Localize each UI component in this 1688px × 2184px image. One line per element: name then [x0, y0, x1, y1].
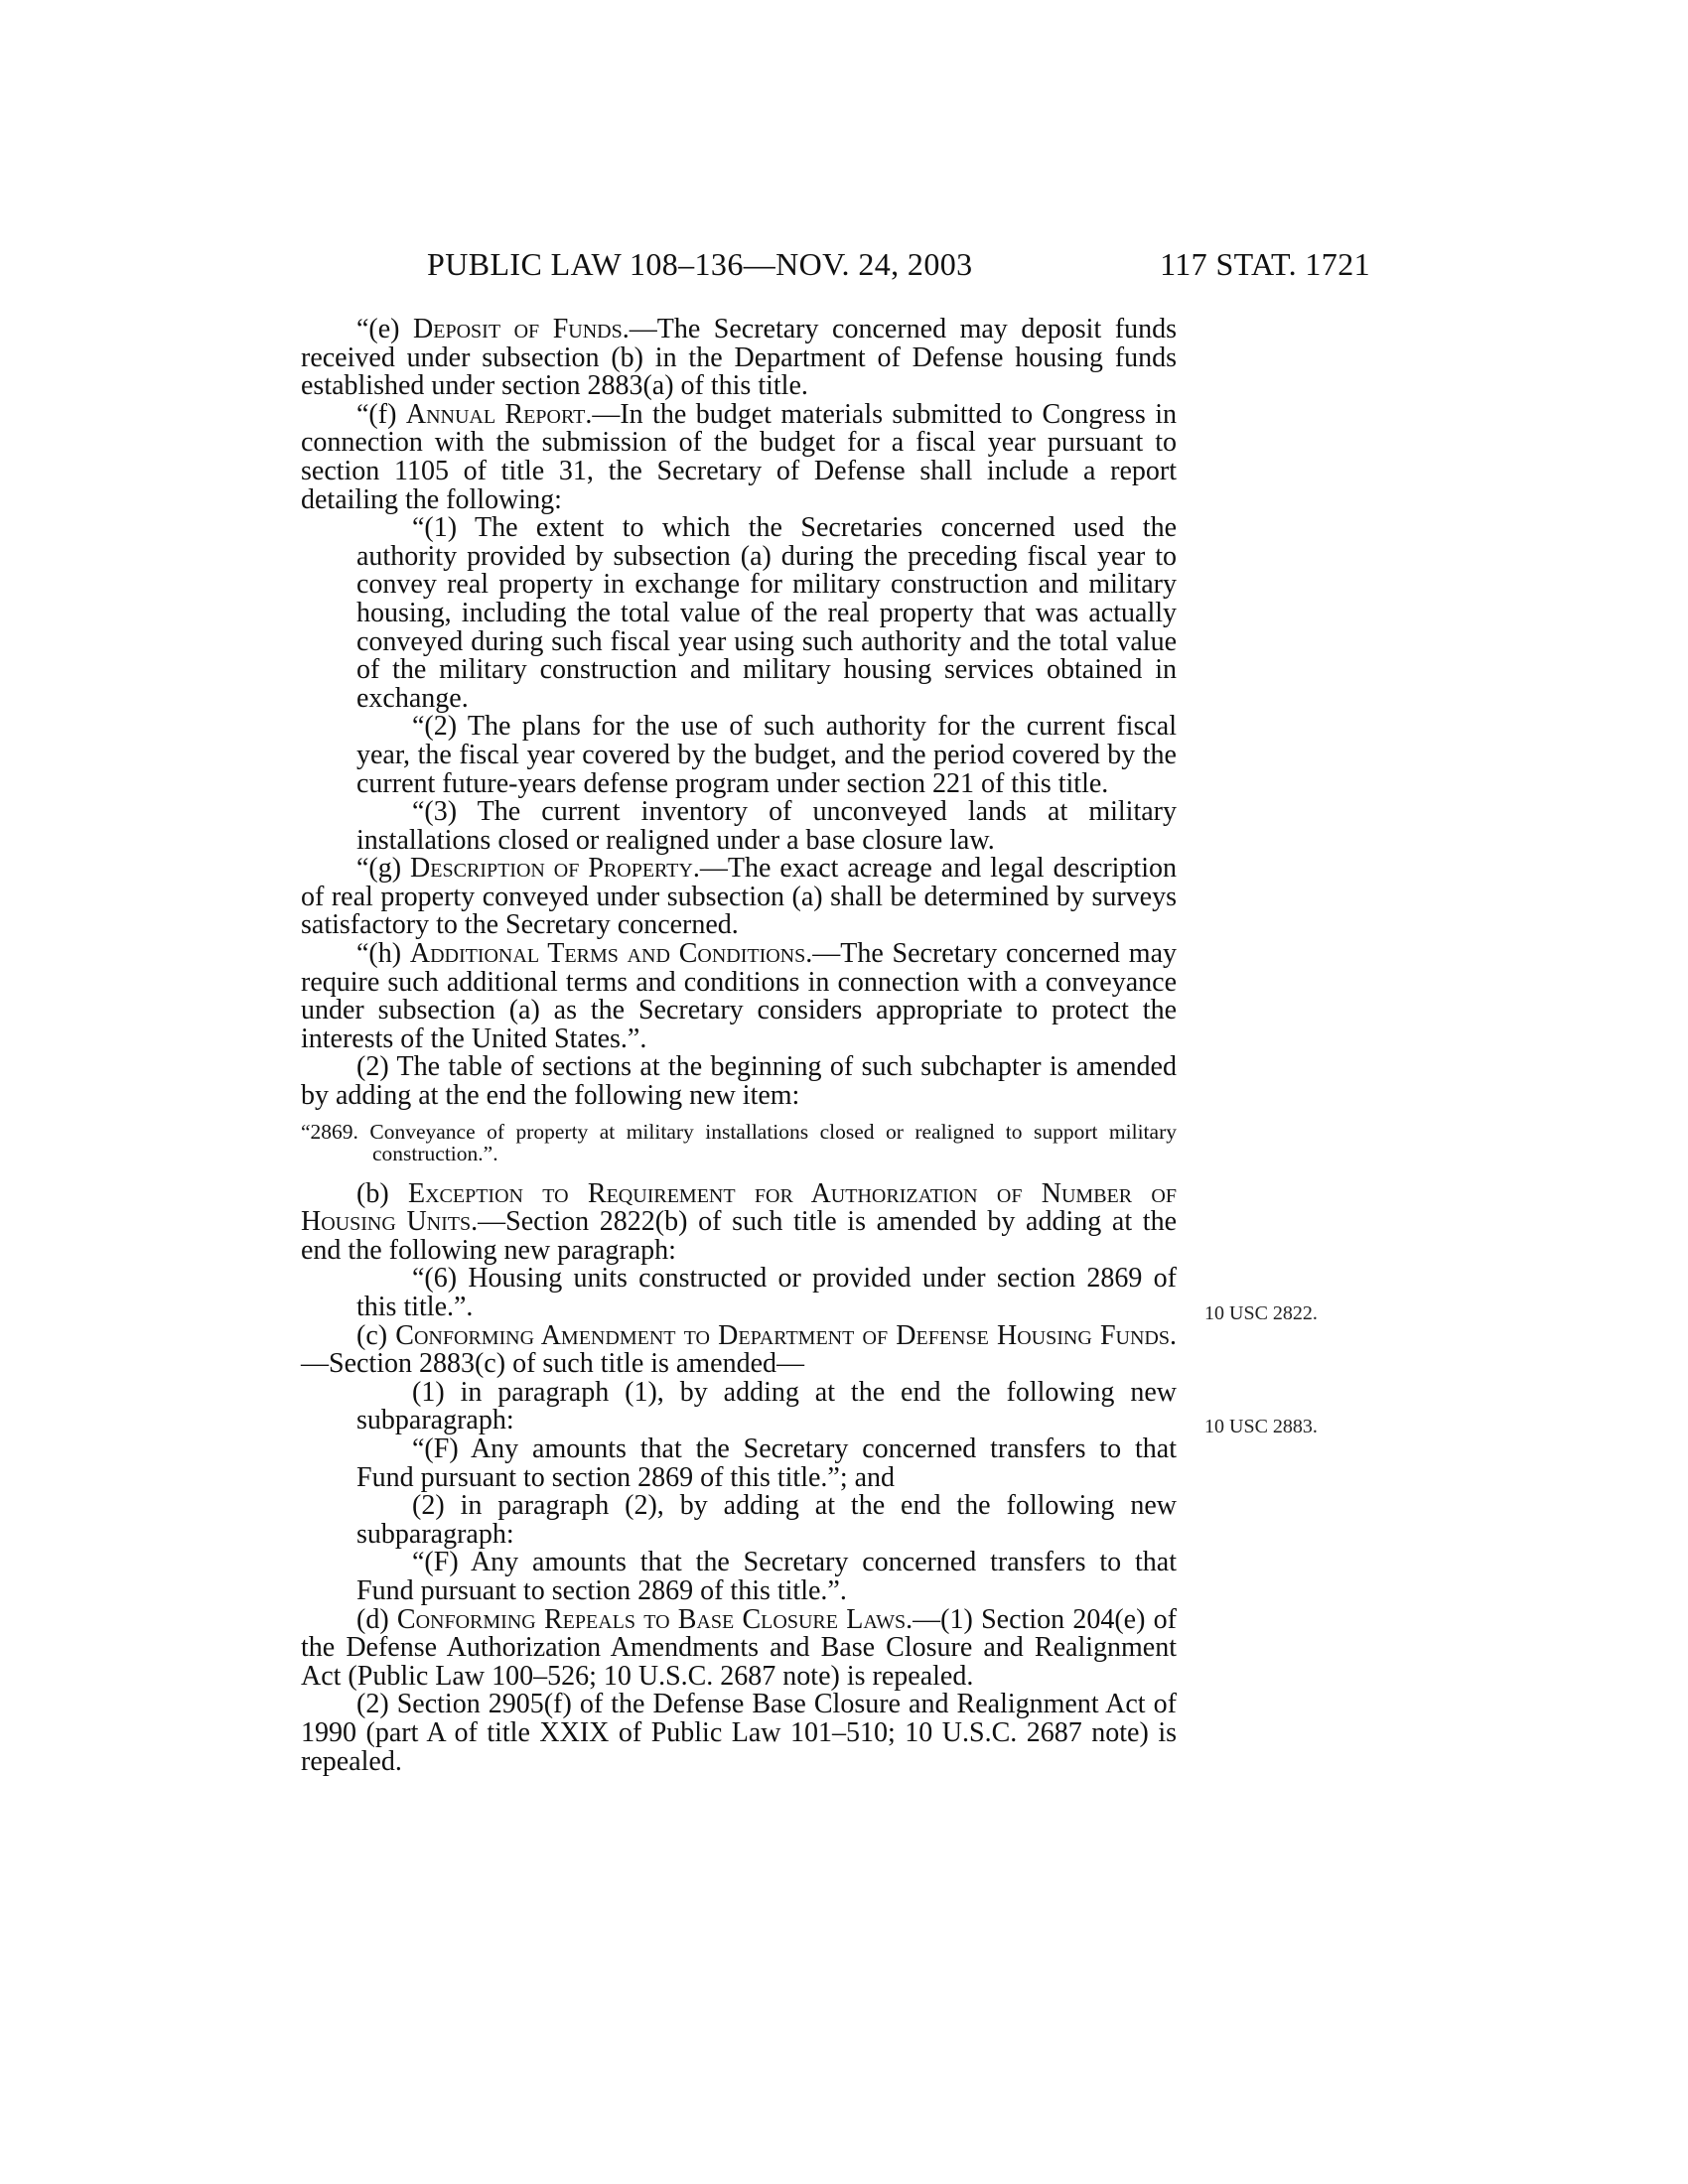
- paragraph-f-heading: Annual Report: [405, 398, 586, 430]
- paragraph-d2: (2) Section 2905(f) of the Defense Base Closure and Realignment Act of 1990 (part A of title XXIX of Public Law 101–510; 10 U.S.C. 2687 note) is repealed.: [301, 1689, 1177, 1777]
- paragraph-c-heading: Conforming Amendment to Department of Defense Housing Funds: [395, 1319, 1170, 1351]
- paragraph-b: [301, 1177, 1178, 1266]
- paragraph-d-heading: Conforming Repeals to Base Closure Laws: [396, 1603, 907, 1635]
- paragraph-f-open: “(f): [356, 398, 406, 430]
- paragraph-b-text: .—Section 2822(b) of such title is amended by adding at the end the following new paragraph:: [301, 1206, 1178, 1266]
- paragraph-c1: (1) in paragraph (1), by adding at the end the following new subparagraph:: [356, 1376, 1177, 1436]
- statute-body: [301, 316, 1177, 1776]
- paragraph-f2: “(2) The plans for the use of such authority for the current fiscal year, the fiscal year covered by the budget, and the period covered by the current future-years defense program under section 221 of this title.: [356, 711, 1177, 799]
- stat-page-number: 117 STAT. 1721: [1160, 246, 1370, 282]
- table-item-2869: “2869. Conveyance of property at military installations closed or realigned to support military construction.”.: [301, 1119, 1177, 1165]
- paragraph-h: [301, 940, 1177, 1053]
- table-amendment: (2) The table of sections at the beginning of such subchapter is amended by adding at the end the following new item:: [301, 1051, 1177, 1112]
- paragraph-c2: (2) in paragraph (2), by adding at the end the following new subparagraph:: [356, 1490, 1177, 1550]
- paragraph-f1: “(1) The extent to which the Secretaries concerned used the authority provided by subsection (a) during the preceding fiscal year to convey real property in exchange for military construction and military housing, including the total value of the real property that was actually conveyed during such fiscal year using such authority and the total value of the military construction and military housing services obtained in exchange.: [356, 512, 1177, 714]
- paragraph-e-open: “(e): [356, 314, 414, 344]
- paragraph-g: [301, 855, 1177, 940]
- paragraph-g-open: “(g): [356, 853, 411, 885]
- paragraph-c-open: (c): [356, 1319, 396, 1351]
- paragraph-e: [301, 316, 1177, 401]
- paragraph-d-text: .—(1) Section 204(e) of the Defense Authorization Amendments and Base Closure and Realignment Act (Public Law 100–526; 10 U.S.C. 2687 note) is repealed.: [301, 1603, 1177, 1692]
- paragraph-h-open: “(h): [356, 938, 410, 970]
- paragraph-f3: “(3) The current inventory of unconveyed lands at military installations closed or realigned under a base closure law.: [356, 796, 1177, 856]
- paragraph-c: [301, 1319, 1177, 1380]
- paragraph-c2-f: “(F) Any amounts that the Secretary concerned transfers to that Fund pursuant to section 2869 of this title.”.: [356, 1547, 1177, 1606]
- paragraph-c-text: .—Section 2883(c) of such title is amended—: [301, 1319, 1177, 1380]
- paragraph-h-heading: Additional Terms and Conditions: [409, 938, 806, 970]
- paragraph-g-text: .—The exact acreage and legal description of real property conveyed under subsection (a) shall be determined by surveys satisfactory to the Secretary concerned.: [301, 853, 1177, 941]
- paragraph-h-text: .—The Secretary concerned may require such additional terms and conditions in connection with a conveyance under subsection (a) as the Secretary considers appropriate to protect the interests of the United States.”.: [301, 938, 1178, 1054]
- paragraph-e-heading: Deposit of Funds: [413, 314, 623, 344]
- paragraph-d: [301, 1603, 1177, 1692]
- page-header: [427, 246, 1370, 290]
- law-title: PUBLIC LAW 108–136—NOV. 24, 2003: [427, 246, 973, 282]
- margin-note-usc-2822: 10 USC 2822.: [1204, 1302, 1318, 1324]
- paragraph-c1-f: “(F) Any amounts that the Secretary concerned transfers to that Fund pursuant to section 2869 of this title.”; and: [356, 1433, 1177, 1493]
- paragraph-d-open: (d): [356, 1603, 397, 1635]
- paragraph-b-open: (b): [356, 1177, 408, 1209]
- paragraph-b6: “(6) Housing units constructed or provided under section 2869 of this title.”.: [356, 1263, 1177, 1322]
- margin-note-usc-2883: 10 USC 2883.: [1204, 1416, 1318, 1437]
- paragraph-e-text: .—The Secretary concerned may deposit funds received under subsection (b) in the Department of Defense housing funds established under section 2883(a) of this title.: [301, 314, 1177, 402]
- paragraph-f-text: .—In the budget materials submitted to Congress in connection with the submission of the budget for a fiscal year pursuant to section 1105 of title 31, the Secretary of Defense shall include a report detailing the following:: [301, 398, 1177, 515]
- paragraph-g-heading: Description of Property: [410, 853, 693, 885]
- paragraph-b-heading: Exception to Requirement for Authorization of Number of Housing Units: [301, 1177, 1177, 1238]
- paragraph-f: [301, 398, 1177, 515]
